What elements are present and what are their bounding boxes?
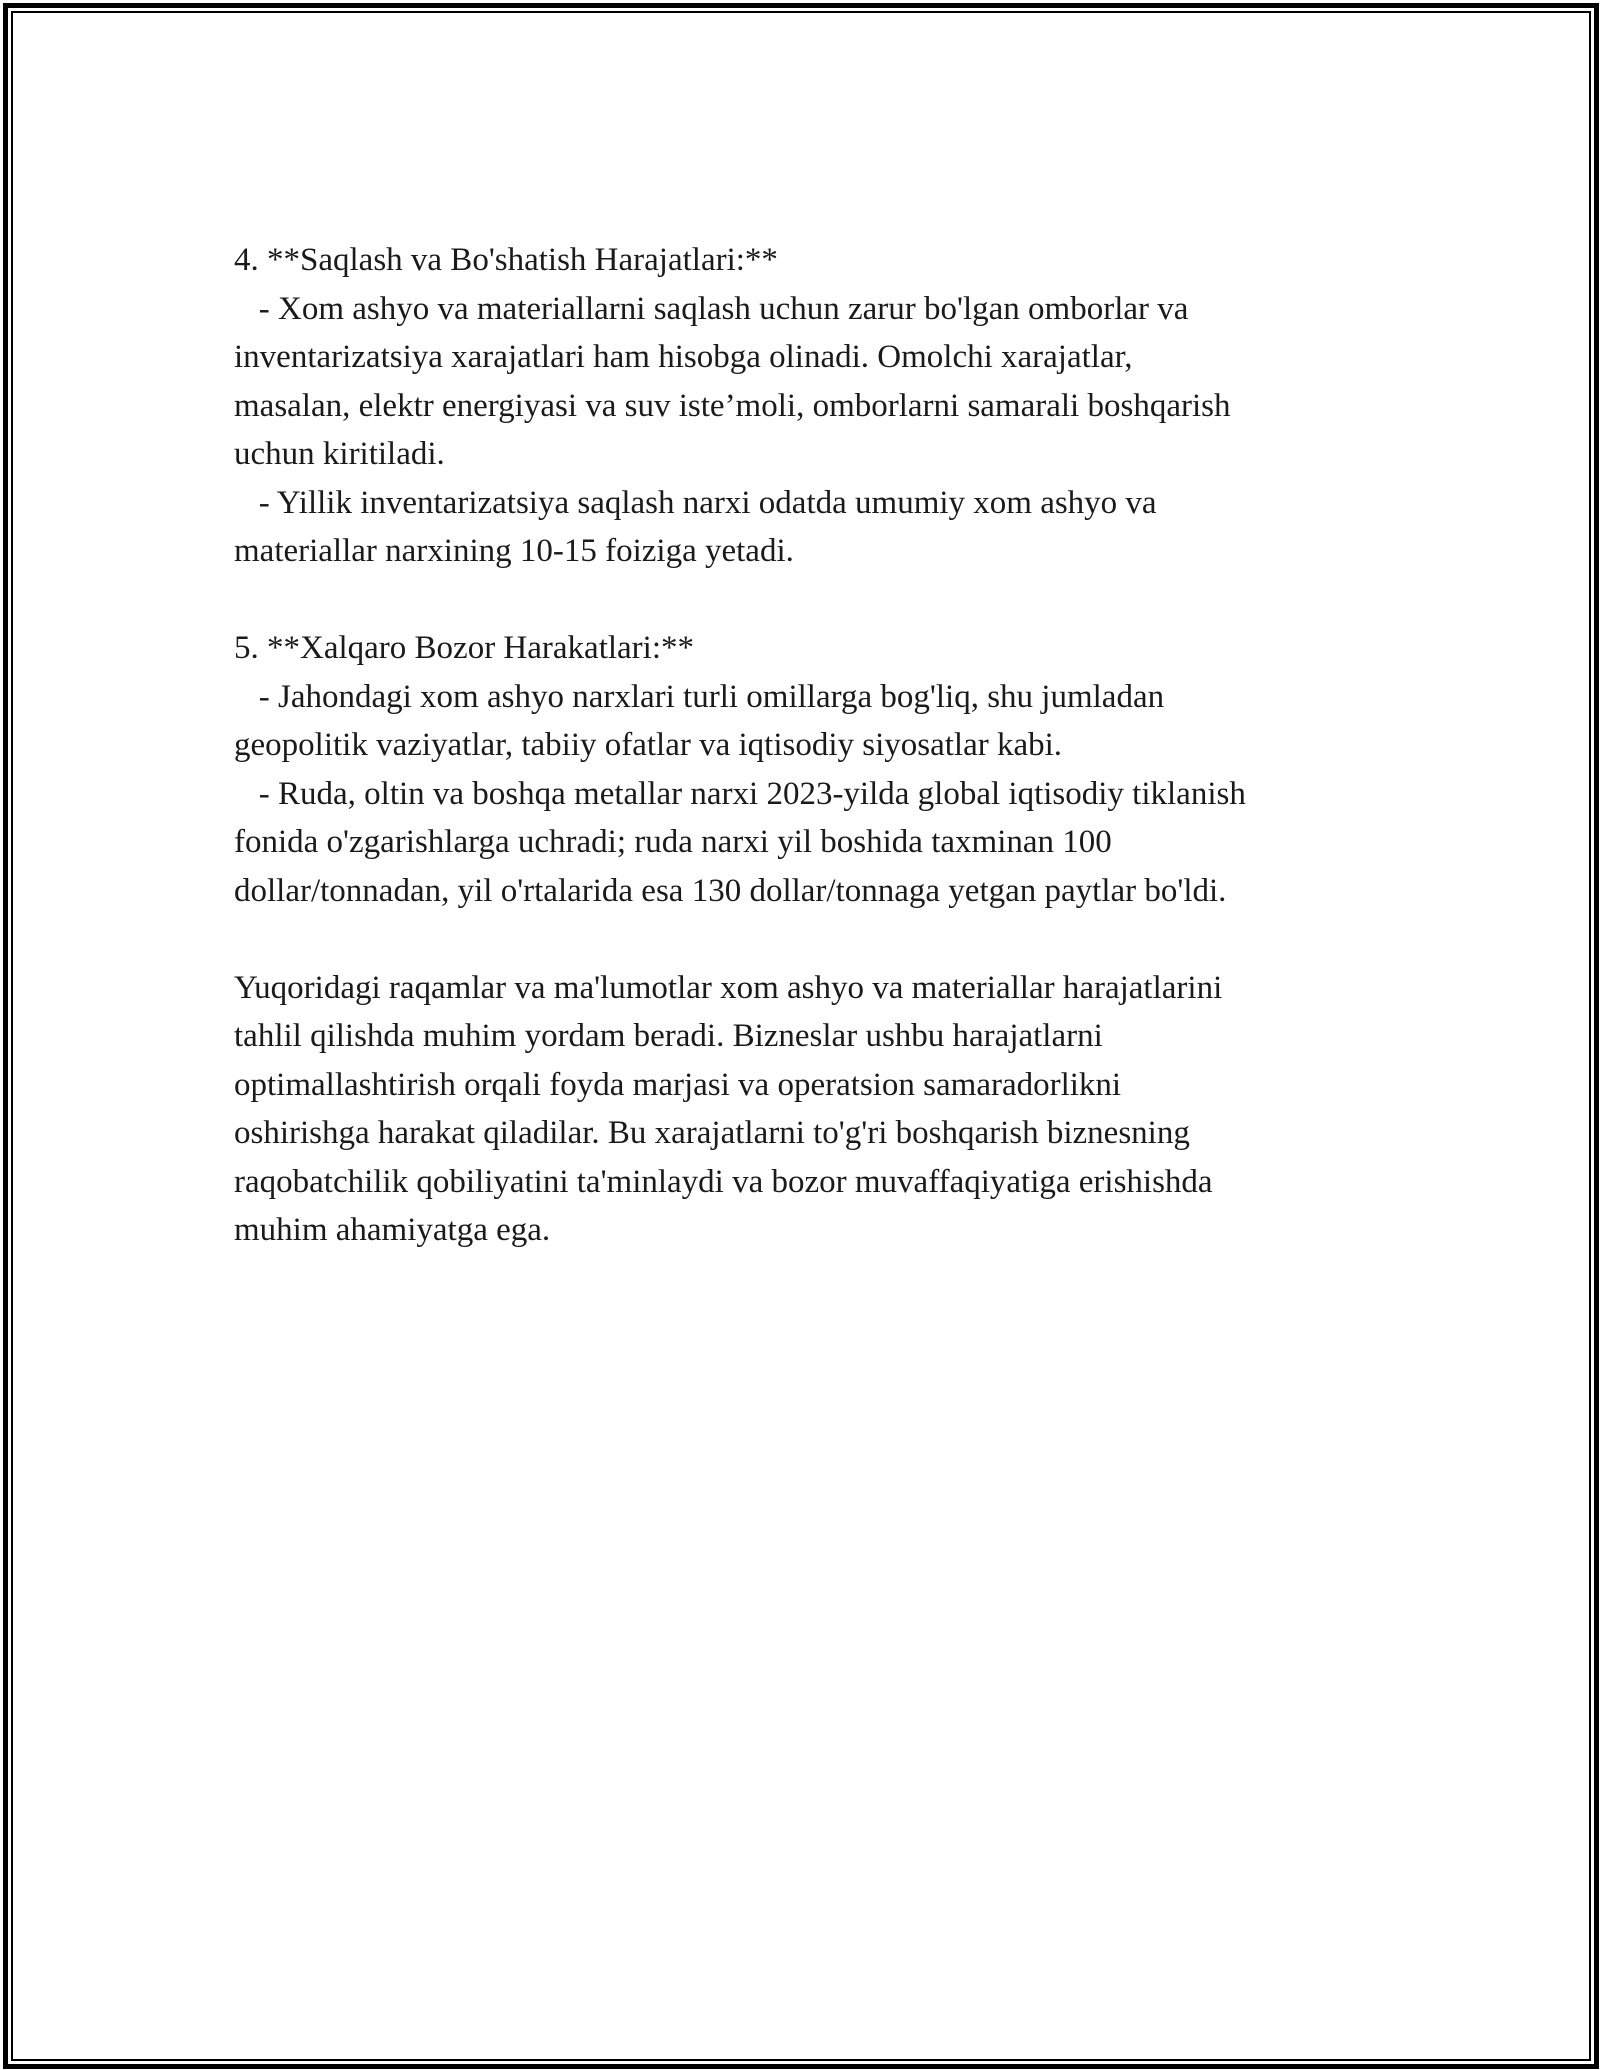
document-body: [234, 236, 1394, 1255]
text-line: - Yillik inventarizatsiya saqlash narxi odatda umumiy xom ashyo va: [234, 484, 1157, 521]
text-line: optimallashtirish orqali foyda marjasi va operatsion samaradorlikni: [234, 1066, 1122, 1103]
text-line: - Xom ashyo va materiallarni saqlash uchun zarur bo'lgan omborlar va: [234, 290, 1189, 327]
text-line: materiallar narxining 10-15 foiziga yetadi.: [234, 533, 794, 569]
text-line: uchun kiritiladi.: [234, 436, 445, 472]
text-line: - Ruda, oltin va boshqa metallar narxi 2023-yilda global iqtisodiy tiklanish: [234, 775, 1246, 812]
bullet-warehouse-costs: [234, 285, 1394, 479]
text-line: masalan, elektr energiyasi va suv iste’moli, omborlarni samarali boshqarish: [234, 387, 1231, 424]
section-international-market: [234, 624, 1394, 915]
bullet-global-prices: [234, 673, 1394, 770]
text-line: oshirishga harakat qiladilar. Bu xarajatlarni to'g'ri boshqarish biznesning: [234, 1115, 1190, 1151]
text-line: Yuqoridagi raqamlar va ma'lumotlar xom ashyo va materiallar harajatlarini: [234, 969, 1223, 1006]
text-line: muhim ahamiyatga ega.: [234, 1212, 551, 1248]
text-line: dollar/tonnadan, yil o'rtalarida esa 130 dollar/tonnaga yetgan paytlar bo'ldi.: [234, 872, 1227, 909]
text-line: inventarizatsiya xarajatlari ham hisobga olinadi. Omolchi xarajatlar,: [234, 339, 1133, 375]
conclusion-paragraph: [234, 964, 1394, 1255]
text-line: geopolitik vaziyatlar, tabiiy ofatlar va iqtisodiy siyosatlar kabi.: [234, 727, 1063, 763]
bullet-inventory-rate: [234, 479, 1394, 576]
text-line: tahlil qilishda muhim yordam beradi. Bizneslar ushbu harajatlarni: [234, 1018, 1103, 1054]
text-line: raqobatchilik qobiliyatini ta'minlaydi va bozor muvaffaqiyatiga erishishda: [234, 1163, 1213, 1200]
section-storage-costs: [234, 236, 1394, 576]
paragraph-spacer: [234, 576, 1394, 625]
text-line: - Jahondagi xom ashyo narxlari turli omillarga bog'liq, shu jumladan: [234, 678, 1165, 715]
text-line: fonida o'zgarishlarga uchradi; ruda narxi yil boshida taxminan 100: [234, 824, 1112, 860]
paragraph-spacer: [234, 915, 1394, 964]
bullet-metal-prices: [234, 770, 1394, 916]
section-heading: 5. **Xalqaro Bozor Harakatlari:**: [234, 630, 695, 666]
section-heading: 4. **Saqlash va Bo'shatish Harajatlari:**: [234, 242, 778, 278]
